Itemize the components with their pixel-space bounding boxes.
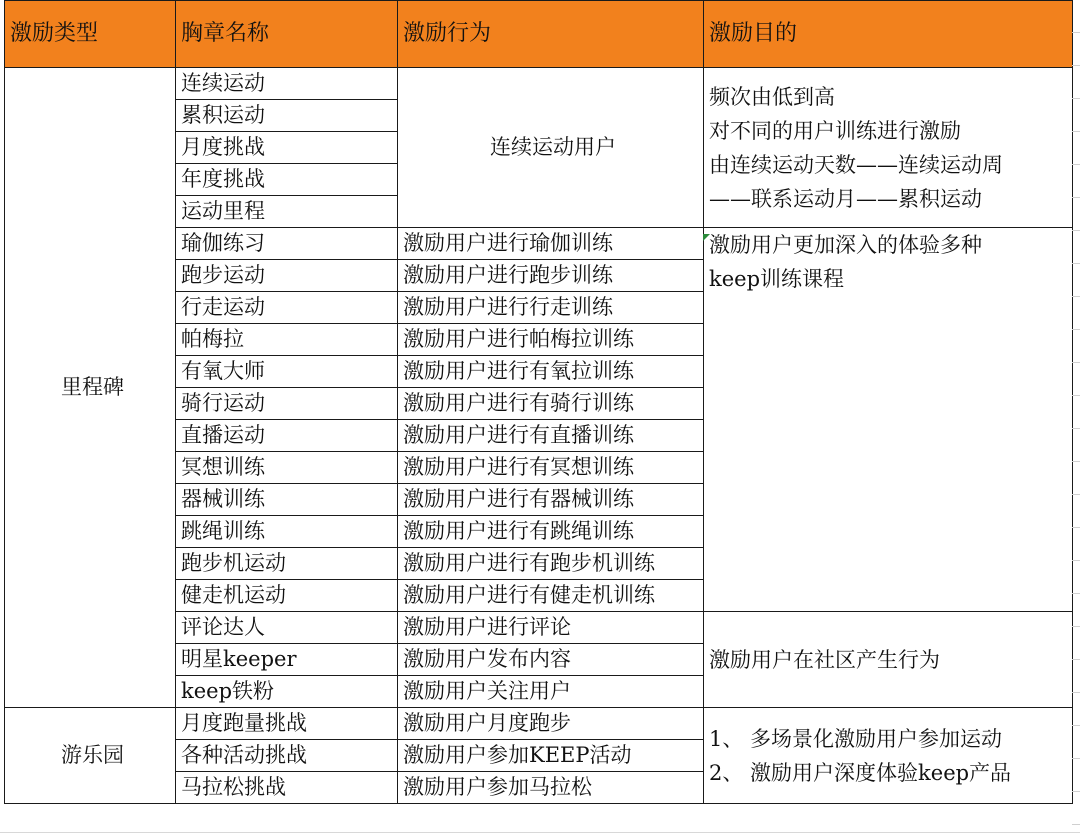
badge-cell[interactable]: 冥想训练: [176, 452, 398, 484]
header-purpose[interactable]: 激励目的: [704, 1, 1073, 68]
purpose-line: 频次由低到高: [709, 84, 835, 109]
badge-cell[interactable]: 月度挑战: [176, 132, 398, 164]
badge-cell[interactable]: 跑步机运动: [176, 548, 398, 580]
purpose-deep-training[interactable]: [704, 228, 1073, 612]
badge-cell[interactable]: 行走运动: [176, 292, 398, 324]
behavior-cell[interactable]: 激励用户参加马拉松: [398, 772, 704, 804]
comment-indicator-icon: [703, 234, 710, 241]
badge-cell[interactable]: 月度跑量挑战: [176, 708, 398, 740]
purpose-line: 由连续运动天数——连续运动周: [709, 152, 1003, 177]
table-row: [5, 68, 1073, 100]
badge-cell[interactable]: 有氧大师: [176, 356, 398, 388]
badge-cell[interactable]: 各种活动挑战: [176, 740, 398, 772]
behavior-cell[interactable]: 激励用户月度跑步: [398, 708, 704, 740]
behavior-cell[interactable]: 激励用户参加KEEP活动: [398, 740, 704, 772]
purpose-line: 激励用户更加深入的体验多种: [709, 233, 982, 257]
group-park[interactable]: 游乐园: [5, 708, 176, 804]
header-behavior[interactable]: 激励行为: [398, 1, 704, 68]
badge-cell[interactable]: 明星keeper: [176, 644, 398, 676]
badge-cell[interactable]: 器械训练: [176, 484, 398, 516]
behavior-cell[interactable]: 激励用户进行有骑行训练: [398, 388, 704, 420]
behavior-cell[interactable]: 激励用户进行有直播训练: [398, 420, 704, 452]
badge-cell[interactable]: keep铁粉: [176, 676, 398, 708]
badge-cell[interactable]: 年度挑战: [176, 164, 398, 196]
behavior-cell[interactable]: 激励用户进行有健走机训练: [398, 580, 704, 612]
sheet-gridline: [0, 832, 1080, 833]
badge-cell[interactable]: 直播运动: [176, 420, 398, 452]
badge-cell[interactable]: 帕梅拉: [176, 324, 398, 356]
behavior-cell[interactable]: 激励用户进行行走训练: [398, 292, 704, 324]
sheet-gridlines: [1072, 0, 1080, 839]
badge-cell[interactable]: 连续运动: [176, 68, 398, 100]
behavior-continuous[interactable]: 连续运动用户: [398, 68, 704, 228]
behavior-cell[interactable]: 激励用户进行有氧拉训练: [398, 356, 704, 388]
purpose-park[interactable]: [704, 708, 1073, 804]
badge-cell[interactable]: 骑行运动: [176, 388, 398, 420]
badge-cell[interactable]: 瑜伽练习: [176, 228, 398, 260]
purpose-line: 对不同的用户训练进行激励: [709, 118, 961, 143]
behavior-cell[interactable]: 激励用户关注用户: [398, 676, 704, 708]
badge-cell[interactable]: 跳绳训练: [176, 516, 398, 548]
header-type[interactable]: 激励类型: [5, 1, 176, 68]
behavior-cell[interactable]: 激励用户进行瑜伽训练: [398, 228, 704, 260]
badge-cell[interactable]: 评论达人: [176, 612, 398, 644]
behavior-cell[interactable]: 激励用户进行帕梅拉训练: [398, 324, 704, 356]
behavior-cell[interactable]: 激励用户进行有跳绳训练: [398, 516, 704, 548]
purpose-line: keep训练课程: [709, 267, 845, 291]
badge-cell[interactable]: 运动里程: [176, 196, 398, 228]
table-row: [5, 708, 1073, 740]
incentive-table: [4, 0, 1073, 804]
purpose-line: ——联系运动月——累积运动: [709, 186, 982, 211]
purpose-frequency[interactable]: [704, 68, 1073, 228]
header-badge[interactable]: 胸章名称: [176, 1, 398, 68]
badge-cell[interactable]: 累积运动: [176, 100, 398, 132]
purpose-community[interactable]: 激励用户在社区产生行为: [704, 612, 1073, 708]
behavior-cell[interactable]: 激励用户发布内容: [398, 644, 704, 676]
purpose-line: 2、 激励用户深度体验keep产品: [709, 760, 1012, 785]
behavior-cell[interactable]: 激励用户进行有冥想训练: [398, 452, 704, 484]
behavior-cell[interactable]: 激励用户进行评论: [398, 612, 704, 644]
header-row: [5, 1, 1073, 68]
behavior-cell[interactable]: 激励用户进行有跑步机训练: [398, 548, 704, 580]
badge-cell[interactable]: 跑步运动: [176, 260, 398, 292]
badge-cell[interactable]: 健走机运动: [176, 580, 398, 612]
badge-cell[interactable]: 马拉松挑战: [176, 772, 398, 804]
behavior-cell[interactable]: 激励用户进行跑步训练: [398, 260, 704, 292]
purpose-line: 1、 多场景化激励用户参加运动: [709, 726, 1003, 751]
behavior-cell[interactable]: 激励用户进行有器械训练: [398, 484, 704, 516]
group-milestone[interactable]: 里程碑: [5, 68, 176, 708]
